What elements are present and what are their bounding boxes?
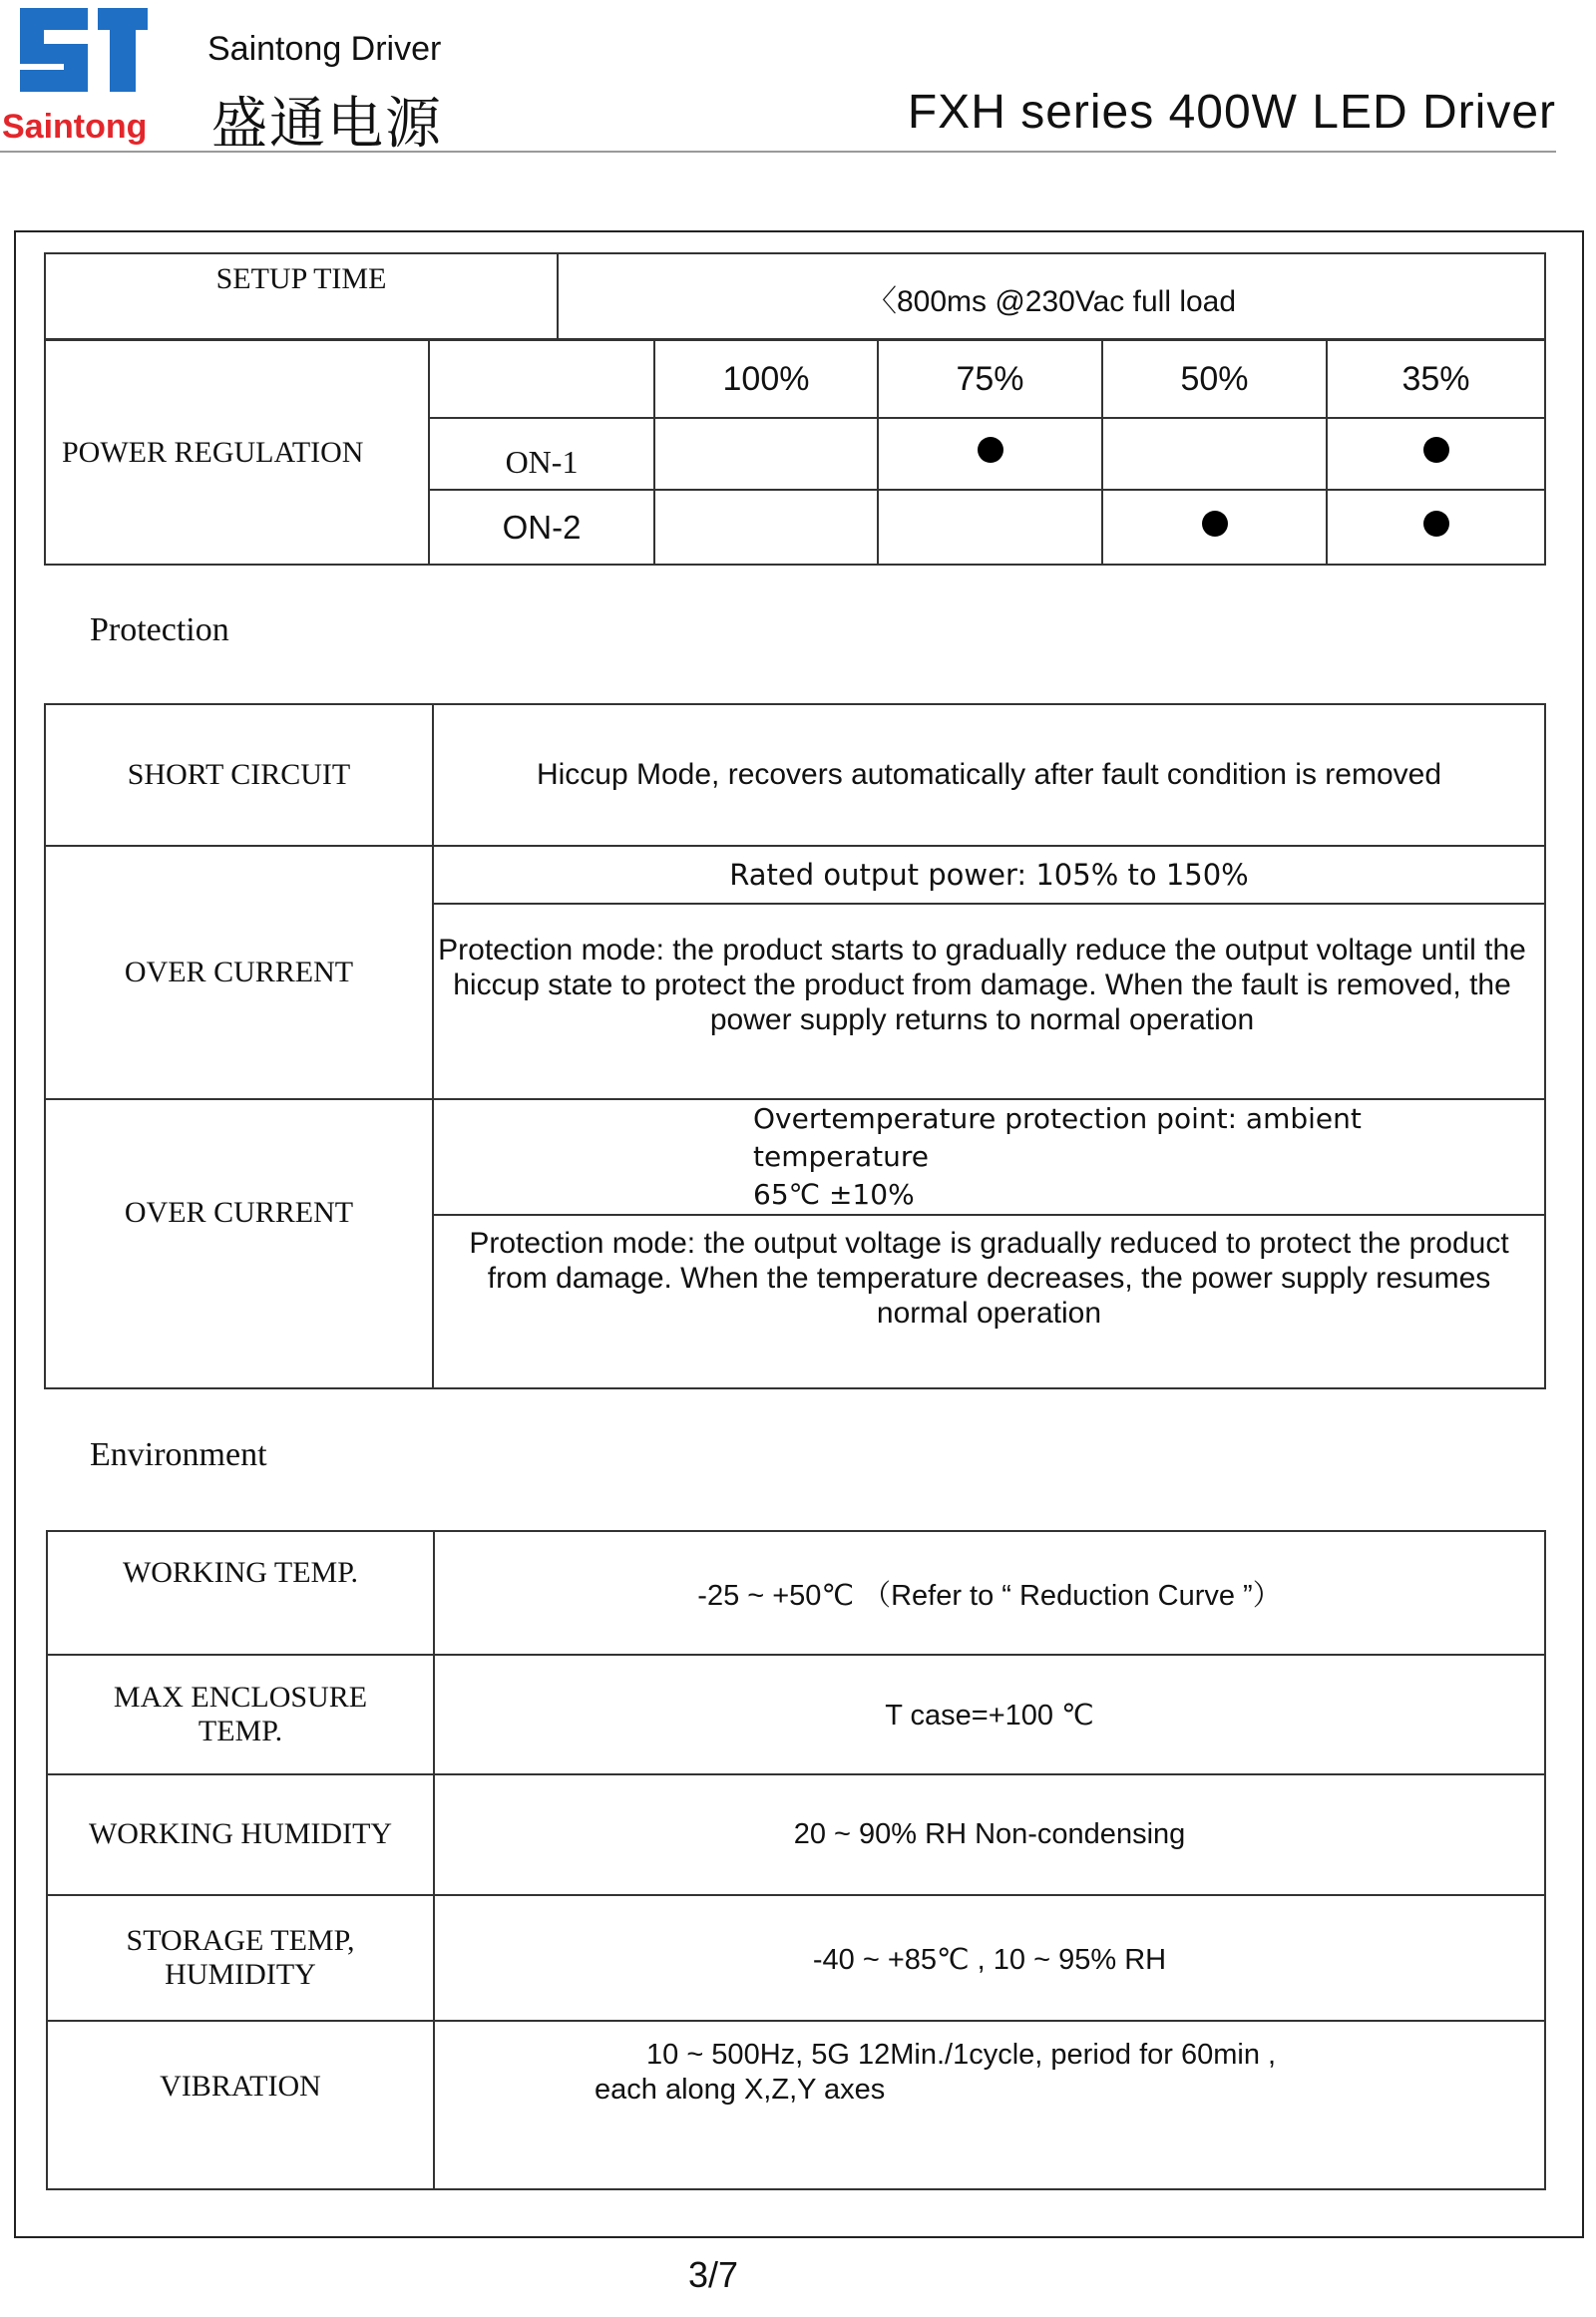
section-title-protection: Protection bbox=[90, 611, 229, 648]
logo-text: Saintong bbox=[2, 108, 148, 146]
brand-english: Saintong Driver bbox=[207, 30, 442, 68]
column-header-75: 75% bbox=[878, 340, 1102, 418]
env-value-max-enclosure: T case=+100 ℃ bbox=[434, 1655, 1545, 1774]
env-label-vibration: VIBRATION bbox=[47, 2021, 434, 2189]
env-label-storage: STORAGE TEMP, HUMIDITY bbox=[47, 1895, 434, 2021]
mark-cell bbox=[878, 490, 1102, 565]
mark-cell bbox=[1327, 418, 1545, 490]
mark-cell bbox=[1102, 418, 1327, 490]
mark-cell bbox=[654, 418, 878, 490]
protection-table bbox=[44, 703, 1546, 1389]
header-divider bbox=[0, 151, 1556, 153]
over-current-rated: Rated output power: 105% to 150% bbox=[433, 846, 1545, 904]
header-blank-cell bbox=[429, 340, 654, 418]
short-circuit-value: Hiccup Mode, recovers automatically after fault condition is removed bbox=[433, 704, 1545, 846]
setup-time-label: SETUP TIME bbox=[45, 253, 558, 339]
mark-cell bbox=[878, 418, 1102, 490]
saintong-logo bbox=[0, 0, 175, 150]
env-value-working-temp: -25 ~ +50℃ （Refer to “ Reduction Curve ”） bbox=[434, 1531, 1545, 1655]
env-value-vibration bbox=[434, 2021, 1545, 2189]
env-label-working-humidity: WORKING HUMIDITY bbox=[47, 1774, 434, 1895]
vibration-line1: 10 ~ 500Hz, 5G 12Min./1cycle, period for 60min , bbox=[646, 2039, 1277, 2071]
environment-table bbox=[46, 1530, 1546, 2190]
column-header-50: 50% bbox=[1102, 340, 1327, 418]
setup-time-table bbox=[44, 252, 1546, 340]
over-temp-point bbox=[433, 1099, 1545, 1215]
over-temp-label: OVER CURRENT bbox=[45, 1099, 433, 1388]
env-value-storage: -40 ~ +85℃ , 10 ~ 95% RH bbox=[434, 1895, 1545, 2021]
mark-cell bbox=[654, 490, 878, 565]
over-temp-mode: Protection mode: the output voltage is gradually reduced to protect the product from damage. When the temperature decreases, the power supply resumes normal operation bbox=[433, 1215, 1545, 1388]
mark-cell bbox=[1327, 490, 1545, 565]
short-circuit-label: SHORT CIRCUIT bbox=[45, 704, 433, 846]
document-title: FXH series 400W LED Driver bbox=[907, 86, 1556, 139]
env-value-working-humidity: 20 ~ 90% RH Non-condensing bbox=[434, 1774, 1545, 1895]
row-label-on2: ON-2 bbox=[429, 490, 654, 565]
row-label-on1: ON-1 bbox=[429, 418, 654, 490]
page-number: 3/7 bbox=[687, 2254, 739, 2295]
vibration-line2: each along X,Z,Y axes bbox=[595, 2074, 886, 2106]
power-regulation-label: POWER REGULATION bbox=[45, 340, 429, 565]
mark-cell bbox=[1102, 490, 1327, 565]
setup-time-value: 〈800ms @230Vac full load bbox=[558, 253, 1545, 339]
section-title-environment: Environment bbox=[90, 1436, 267, 1473]
mark-dot bbox=[1423, 437, 1449, 463]
env-label-working-temp: WORKING TEMP. bbox=[47, 1531, 434, 1655]
over-current-mode: Protection mode: the product starts to gradually reduce the output voltage until the hiccup state to protect the product from damage. When the fault is removed, the power supply returns to normal operation bbox=[433, 904, 1545, 1099]
column-header-100: 100% bbox=[654, 340, 878, 418]
power-regulation-table bbox=[44, 339, 1546, 566]
mark-dot bbox=[1202, 511, 1228, 537]
over-temp-point-line1: Overtemperature protection point: ambient temperature bbox=[753, 1102, 1362, 1173]
env-label-max-enclosure: MAX ENCLOSURE TEMP. bbox=[47, 1655, 434, 1774]
over-current-label: OVER CURRENT bbox=[45, 846, 433, 1099]
mark-dot bbox=[1423, 511, 1449, 537]
column-header-35: 35% bbox=[1327, 340, 1545, 418]
mark-dot bbox=[978, 437, 1003, 463]
over-temp-point-line2: 65℃ ±10% bbox=[753, 1178, 915, 1211]
brand-chinese: 盛通电源 bbox=[211, 92, 443, 157]
